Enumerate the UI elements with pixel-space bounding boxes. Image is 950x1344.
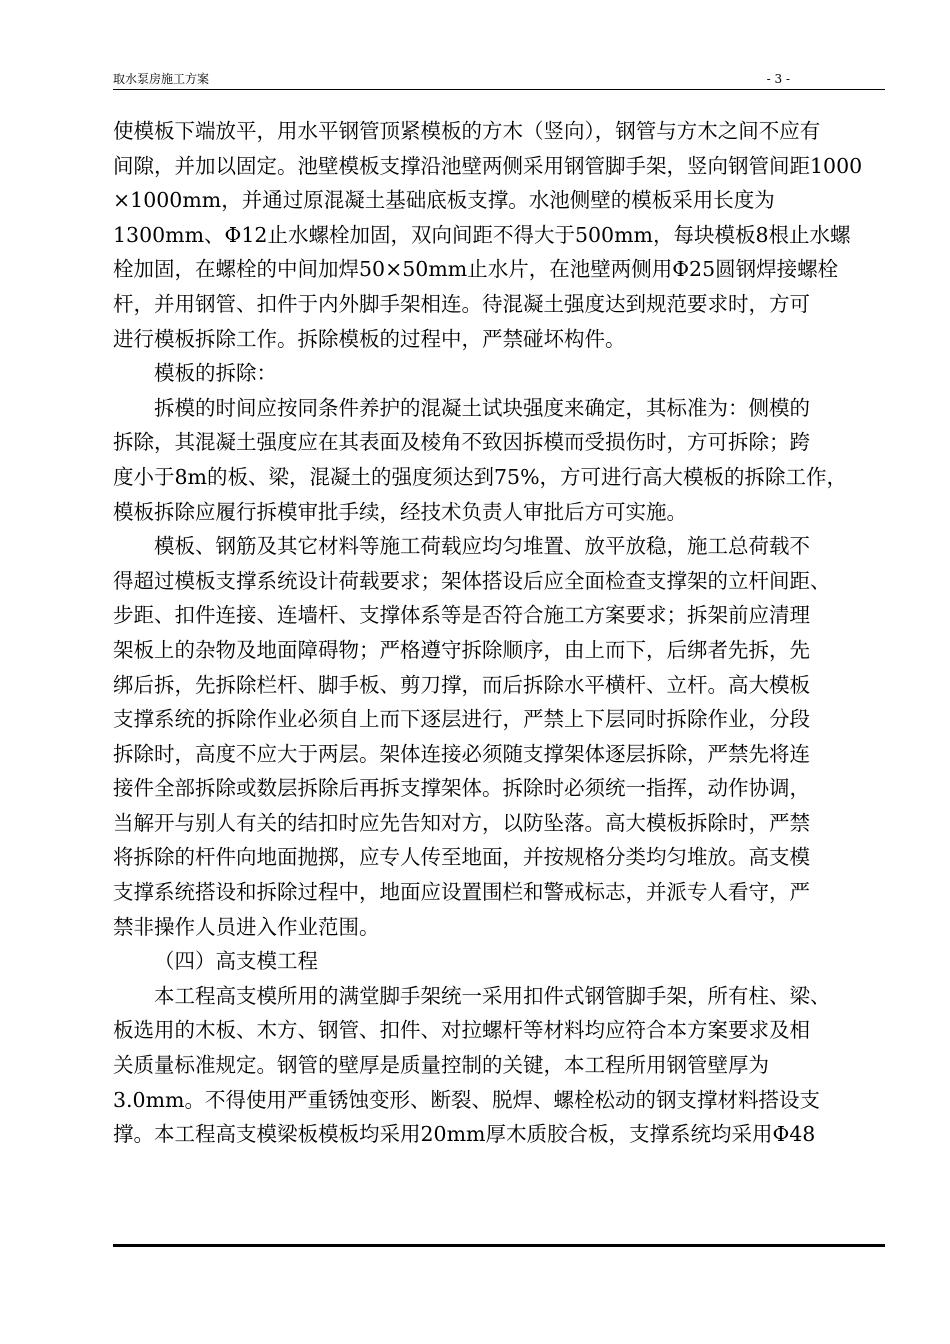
text-line: 栓加固，在螺栓的中间加焊50×50mm止水片，在池壁两侧用Φ25圆钢焊接螺栓 <box>113 257 839 282</box>
document-body <box>113 114 885 1152</box>
section-heading: 模板的拆除： <box>154 361 277 386</box>
text-line: 架板上的杂物及地面障碍物；严格遵守拆除顺序，由上而下，后绑者先拆，先 <box>113 637 810 662</box>
text-line: 将拆除的杆件向地面抛掷，应专人传至地面，并按规格分类均匀堆放。高支模 <box>113 845 810 870</box>
text-line: 拆除，其混凝土强度应在其表面及棱角不致因拆模而受损伤时，方可拆除；跨 <box>113 430 810 455</box>
text-line: 步距、扣件连接、连墙杆、支撑体系等是否符合施工方案要求；拆架前应清理 <box>113 603 810 628</box>
text-line: 度小于8m的板、梁，混凝土的强度须达到75%，方可进行高大模板的拆除工作， <box>113 464 848 489</box>
text-line: 当解开与别人有关的结扣时应先告知对方，以防坠落。高大模板拆除时，严禁 <box>113 810 810 835</box>
page-header <box>113 70 885 88</box>
text-line: 间隙，并加以固定。池壁模板支撑沿池壁两侧采用钢管脚手架，竖向钢管间距1000 <box>113 153 863 178</box>
text-line: 得超过模板支撑系统设计荷载要求；架体搭设后应全面检查支撑架的立杆间距、 <box>113 568 831 593</box>
text-line: 拆除时，高度不应大于两层。架体连接必须随支撑架体逐层拆除，严禁先将连 <box>113 741 810 766</box>
footer-divider <box>113 1244 885 1247</box>
page-number: - 3 - <box>766 72 790 86</box>
text-line: 杆，并用钢管、扣件于内外脚手架相连。待混凝土强度达到规范要求时，方可 <box>113 291 810 316</box>
text-line: 支撑系统的拆除作业必须自上而下逐层进行，严禁上下层同时拆除作业，分段 <box>113 707 810 732</box>
text-line: 禁非操作人员进入作业范围。 <box>113 914 380 939</box>
text-line: 3.0mm。不得使用严重锈蚀变形、断裂、脱焊、螺栓松动的钢支撑材料搭设支 <box>113 1087 820 1112</box>
text-line: 1300mm、Φ12止水螺栓加固，双向间距不得大于500mm，每块模板8根止水螺 <box>113 222 851 247</box>
text-line: 模板拆除应履行拆模审批手续，经技术负责人审批后方可实施。 <box>113 499 687 524</box>
text-line: 关质量标准规定。钢管的壁厚是质量控制的关键，本工程所用钢管壁厚为 <box>113 1053 769 1078</box>
text-line: 模板、钢筋及其它材料等施工荷载应均匀堆置、放平放稳，施工总荷载不 <box>154 534 810 559</box>
section-heading: （四）高支模工程 <box>154 949 318 974</box>
text-line: 撑。本工程高支模梁板模板均采用20mm厚木质胶合板，支撑系统均采用Φ48 <box>113 1122 816 1147</box>
header-divider <box>113 89 885 90</box>
text-line: 拆模的时间应按同条件养护的混凝土试块强度来确定，其标准为：侧模的 <box>154 395 810 420</box>
document-title: 取水泵房施工方案 <box>113 72 210 86</box>
text-line: 板选用的木板、木方、钢管、扣件、对拉螺杆等材料均应符合本方案要求及相 <box>113 1018 810 1043</box>
text-line: 绑后拆，先拆除栏杆、脚手板、剪刀撑，而后拆除水平横杆、立杆。高大模板 <box>113 672 810 697</box>
text-line: 进行模板拆除工作。拆除模板的过程中，严禁碰坏构件。 <box>113 326 626 351</box>
text-line: 使模板下端放平，用水平钢管顶紧模板的方木（竖向），钢管与方木之间不应有 <box>113 119 821 143</box>
text-line: 接件全部拆除或数层拆除后再拆支撑架体。拆除时必须统一指挥，动作协调， <box>113 776 810 801</box>
text-line: 支撑系统搭设和拆除过程中，地面应设置围栏和警戒标志，并派专人看守，严 <box>113 880 810 905</box>
text-line: 本工程高支模所用的满堂脚手架统一采用扣件式钢管脚手架，所有柱、梁、 <box>154 983 831 1008</box>
text-line: ×1000mm，并通过原混凝土基础底板支撑。水池侧壁的模板采用长度为 <box>113 188 775 213</box>
